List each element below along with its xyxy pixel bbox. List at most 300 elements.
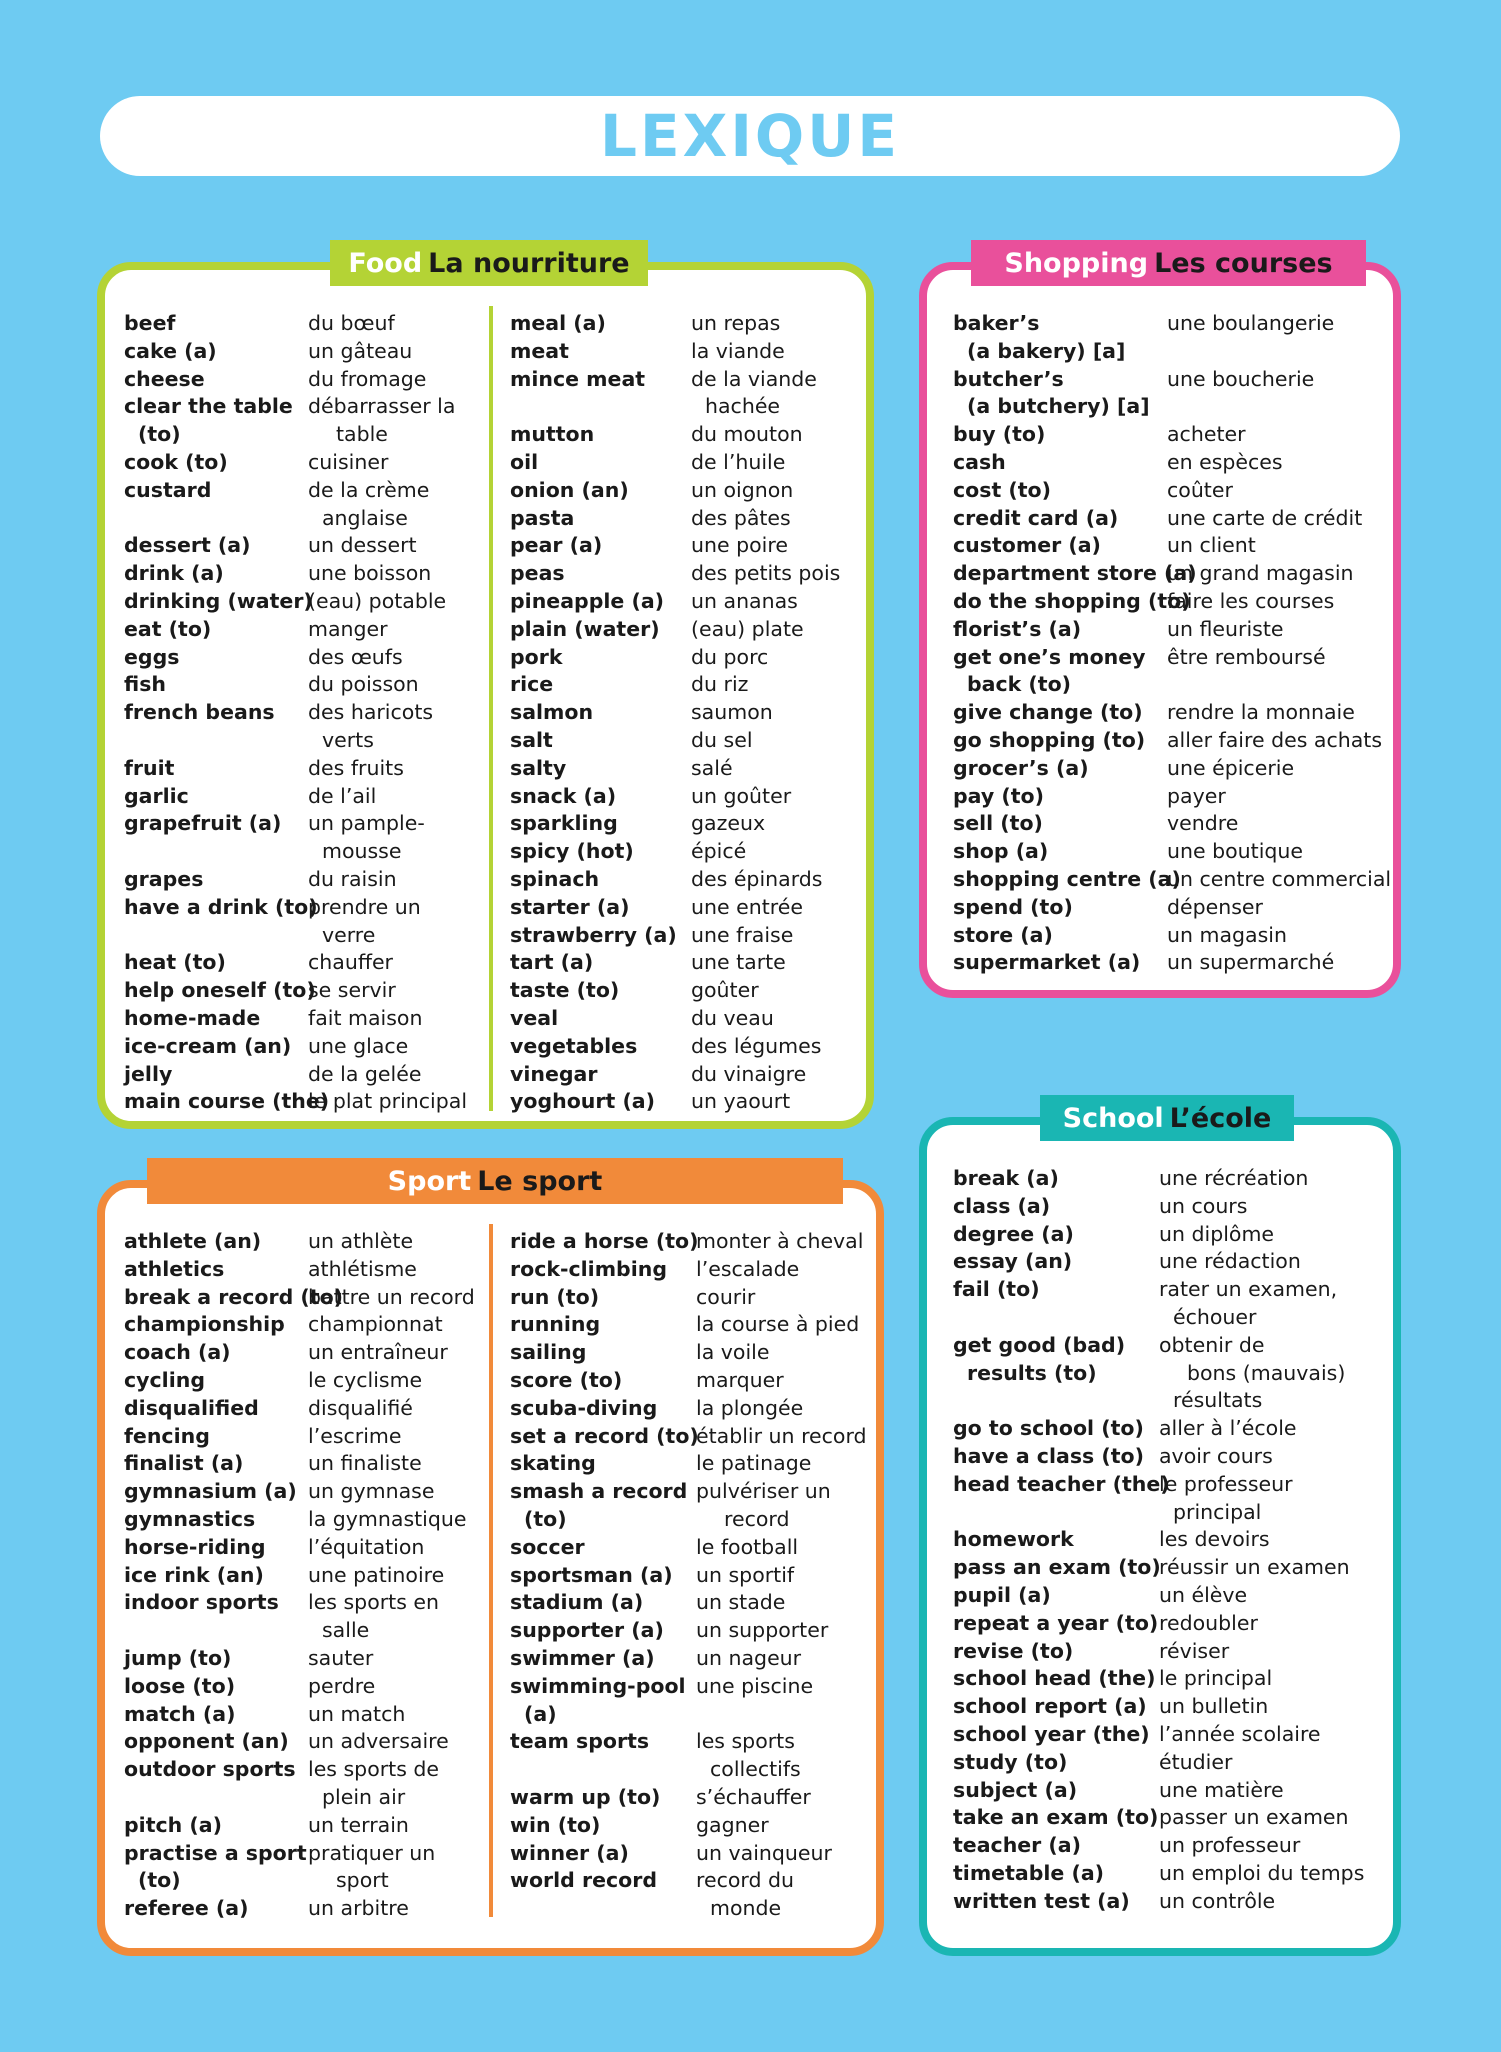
vocab-row <box>510 1395 867 1423</box>
french-term: de l’ail <box>308 783 377 808</box>
french-term: un match <box>308 1701 406 1726</box>
vocab-row <box>953 1415 1364 1443</box>
english-term: essay (an) <box>953 1249 1073 1274</box>
french-term: le principal <box>1159 1666 1273 1691</box>
english-term: tart (a) <box>510 950 594 975</box>
french-term: réussir un examen <box>1159 1555 1350 1580</box>
vocab-row <box>124 477 467 505</box>
french-term: des fruits <box>308 755 404 780</box>
english-term: repeat a year (to) <box>953 1610 1159 1635</box>
english-term: sailing <box>510 1340 587 1365</box>
french-term: échouer <box>1173 1304 1257 1329</box>
french-term: une piscine <box>696 1673 814 1698</box>
french-term: un élève <box>1159 1582 1248 1607</box>
english-term: spinach <box>510 866 600 891</box>
english-term: meal (a) <box>510 311 606 335</box>
french-term: s’échauffer <box>696 1784 811 1809</box>
vocab-row <box>953 866 1391 894</box>
english-term: scuba-diving <box>510 1395 658 1420</box>
english-term: spicy (hot) <box>510 839 634 864</box>
french-term: redoubler <box>1159 1610 1258 1635</box>
french-term: du raisin <box>308 866 397 891</box>
english-term: class (a) <box>953 1193 1051 1218</box>
vocab-row <box>510 1534 867 1562</box>
french-term: un finaliste <box>308 1451 422 1476</box>
english-term: taste (to) <box>510 978 620 1003</box>
french-term: le patinage <box>696 1451 812 1476</box>
english-term <box>124 838 308 866</box>
vocab-row <box>124 810 467 838</box>
english-term: (a) <box>524 1701 557 1726</box>
english-term: fruit <box>124 755 175 780</box>
shopping-header-fr: Les courses <box>1154 247 1333 279</box>
french-term: le plat principal <box>308 1089 468 1114</box>
english-term: heat (to) <box>124 950 226 975</box>
english-term: yoghourt (a) <box>510 1089 656 1114</box>
english-term: outdoor sports <box>124 1757 296 1782</box>
food-header <box>330 240 648 286</box>
french-term: une matière <box>1159 1777 1284 1802</box>
french-term: verre <box>322 922 376 947</box>
french-term: un cours <box>1159 1193 1248 1218</box>
english-term: clear the table <box>124 394 293 419</box>
vocab-row <box>510 1311 867 1339</box>
english-term: ice-cream (an) <box>124 1033 292 1058</box>
english-term: do the shopping (to) <box>953 588 1191 613</box>
english-term: smash a record <box>510 1479 688 1504</box>
french-term: vendre <box>1167 811 1239 836</box>
french-term: salle <box>322 1618 370 1643</box>
vocab-row <box>124 1088 467 1116</box>
vocab-row <box>124 1534 475 1562</box>
shopping-header <box>971 240 1366 286</box>
vocab-row <box>953 532 1391 560</box>
english-term: peas <box>510 561 565 586</box>
english-term: cake (a) <box>124 338 217 363</box>
vocab-row <box>510 310 840 338</box>
shopping-panel <box>919 247 1401 998</box>
english-term: pasta <box>510 505 575 530</box>
vocab-row <box>124 1728 475 1756</box>
vocab-row <box>124 338 467 366</box>
english-term: beef <box>124 311 176 335</box>
vocab-row <box>124 644 467 672</box>
english-term: team sports <box>510 1729 650 1754</box>
english-term: back (to) <box>967 672 1072 697</box>
french-term: de l’huile <box>691 449 786 474</box>
vocab-row <box>953 1471 1364 1499</box>
vocab-row <box>953 1332 1364 1360</box>
english-term: grocer’s (a) <box>953 755 1089 780</box>
food-panel <box>97 247 874 1129</box>
french-term: un supermarché <box>1167 950 1335 975</box>
vocab-row <box>124 838 467 866</box>
french-term: l’escrime <box>308 1423 402 1448</box>
english-term: fish <box>124 672 166 697</box>
english-term <box>510 393 691 421</box>
french-term: des légumes <box>691 1033 822 1058</box>
vocab-row <box>510 1728 867 1756</box>
sport-divider <box>489 1224 493 1917</box>
french-term: athlétisme <box>308 1256 417 1281</box>
french-term: épicé <box>691 839 747 864</box>
vocab-row <box>510 477 840 505</box>
vocab-row <box>510 1756 867 1784</box>
vocab-row <box>124 699 467 727</box>
english-term: snack (a) <box>510 783 617 808</box>
vocab-row <box>124 560 467 588</box>
vocab-row <box>124 1450 475 1478</box>
vocab-row <box>510 1840 867 1868</box>
french-term: un contrôle <box>1159 1888 1276 1913</box>
english-term: (a butchery) [a] <box>967 394 1150 419</box>
vocab-row <box>510 894 840 922</box>
vocab-row <box>124 1617 475 1645</box>
english-term: get one’s money <box>953 644 1146 669</box>
vocab-row <box>124 449 467 477</box>
english-term: oil <box>510 449 539 474</box>
french-term: marquer <box>696 1367 784 1392</box>
french-term: du porc <box>691 644 769 669</box>
french-term: faire les courses <box>1167 588 1335 613</box>
french-term: un gâteau <box>308 338 413 363</box>
english-term: vegetables <box>510 1033 638 1058</box>
english-term: horse-riding <box>124 1534 266 1559</box>
french-term: de la crème <box>308 477 430 502</box>
english-term: home-made <box>124 1005 261 1030</box>
english-term: coach (a) <box>124 1340 231 1365</box>
french-term: une carte de crédit <box>1167 505 1363 530</box>
french-term: un repas <box>691 311 781 335</box>
french-term: un emploi du temps <box>1159 1860 1365 1885</box>
french-term: gagner <box>696 1812 769 1837</box>
vocab-row <box>124 1673 475 1701</box>
food-right-column <box>510 310 840 1116</box>
english-term: pineapple (a) <box>510 588 665 613</box>
english-term: dessert (a) <box>124 533 251 558</box>
vocab-row <box>953 727 1391 755</box>
vocab-row <box>124 1562 475 1590</box>
vocab-row <box>510 616 840 644</box>
vocab-row <box>953 1693 1364 1721</box>
english-term: strawberry (a) <box>510 922 677 947</box>
english-term: pear (a) <box>510 533 603 558</box>
french-term: réviser <box>1159 1638 1230 1663</box>
english-term: (a bakery) [a] <box>967 338 1126 363</box>
french-term: une entrée <box>691 894 803 919</box>
french-term: des haricots <box>308 700 434 725</box>
vocab-row <box>510 727 840 755</box>
english-term: butcher’s <box>953 366 1064 391</box>
vocab-row <box>953 838 1391 866</box>
english-term: swimming-pool <box>510 1673 686 1698</box>
english-term: gymnasium (a) <box>124 1479 297 1504</box>
english-term: sell (to) <box>953 811 1043 836</box>
page-title: LEXIQUE <box>600 102 900 170</box>
vocab-row <box>124 421 467 449</box>
english-term: break a record (to) <box>124 1284 344 1309</box>
english-term: subject (a) <box>953 1777 1078 1802</box>
english-term: championship <box>124 1312 285 1337</box>
french-term: étudier <box>1159 1749 1233 1774</box>
english-term <box>124 1784 308 1812</box>
food-header-en: Food <box>348 247 423 279</box>
french-term: un terrain <box>308 1812 409 1837</box>
vocab-row <box>510 1033 840 1061</box>
vocab-row <box>124 1284 475 1312</box>
vocab-row <box>953 1248 1364 1276</box>
english-term: help oneself (to) <box>124 978 316 1003</box>
french-term: le professeur <box>1159 1471 1293 1496</box>
vocab-row <box>953 949 1391 977</box>
english-term: custard <box>124 477 212 502</box>
english-term: cycling <box>124 1367 205 1392</box>
vocab-row <box>510 1812 867 1840</box>
vocab-row <box>953 1193 1364 1221</box>
english-term: teacher (a) <box>953 1833 1082 1858</box>
english-term: have a drink (to) <box>124 894 318 919</box>
french-term: un centre commercial <box>1167 866 1392 891</box>
vocab-row <box>953 560 1391 588</box>
sport-header-fr: Le sport <box>477 1165 603 1197</box>
french-term: un entraîneur <box>308 1340 448 1365</box>
vocab-row <box>510 810 840 838</box>
vocab-row <box>953 922 1391 950</box>
food-left-column <box>124 310 467 1116</box>
english-term: athlete (an) <box>124 1229 262 1253</box>
french-term: manger <box>308 616 388 641</box>
english-term: jelly <box>124 1061 173 1086</box>
french-term: un fleuriste <box>1167 616 1284 641</box>
english-term: fail (to) <box>953 1277 1040 1302</box>
french-term: un vainqueur <box>696 1840 832 1865</box>
english-term: drink (a) <box>124 561 224 586</box>
english-term: results (to) <box>967 1360 1097 1385</box>
vocab-row <box>510 1895 867 1923</box>
english-term: garlic <box>124 783 189 808</box>
vocab-row <box>510 949 840 977</box>
french-term: du sel <box>691 727 753 752</box>
french-term: championnat <box>308 1312 443 1337</box>
english-term: set a record (to) <box>510 1423 699 1448</box>
french-term: record <box>724 1506 790 1531</box>
french-term: un client <box>1167 533 1256 558</box>
english-term: degree (a) <box>953 1221 1074 1246</box>
french-term: résultats <box>1173 1388 1263 1413</box>
vocab-row <box>953 588 1391 616</box>
french-term: une boucherie <box>1167 366 1315 391</box>
vocab-row <box>953 1443 1364 1471</box>
french-term: une boutique <box>1167 839 1304 864</box>
french-term: un supporter <box>696 1618 829 1643</box>
english-term: drinking (water) <box>124 588 313 613</box>
shopping-column <box>953 310 1391 977</box>
vocab-row <box>510 1423 867 1451</box>
french-term: une tarte <box>691 950 786 975</box>
english-term: credit card (a) <box>953 505 1119 530</box>
english-term <box>953 1499 1159 1527</box>
english-term: baker’s <box>953 311 1040 335</box>
french-term: un bulletin <box>1159 1694 1269 1719</box>
french-term: bons (mauvais) <box>1187 1360 1346 1385</box>
vocab-row <box>953 1610 1364 1638</box>
french-term: table <box>336 422 388 447</box>
english-term: eggs <box>124 644 180 669</box>
vocab-row <box>953 1221 1364 1249</box>
english-term: onion (an) <box>510 477 629 502</box>
english-term: pass an exam (to) <box>953 1555 1161 1580</box>
vocab-row <box>124 1756 475 1784</box>
french-term: un yaourt <box>691 1089 791 1114</box>
english-term: school report (a) <box>953 1694 1147 1719</box>
vocab-row <box>124 783 467 811</box>
vocab-row <box>953 1165 1364 1193</box>
english-term: pupil (a) <box>953 1582 1051 1607</box>
french-term: les sports <box>696 1729 795 1754</box>
vocab-row <box>953 1721 1364 1749</box>
french-term: un goûter <box>691 783 792 808</box>
english-term: finalist (a) <box>124 1451 244 1476</box>
vocab-row <box>953 1638 1364 1666</box>
english-term: score (to) <box>510 1367 623 1392</box>
vocab-row <box>510 532 840 560</box>
food-header-fr: La nourriture <box>428 247 630 279</box>
french-term: une boisson <box>308 561 432 586</box>
vocab-row <box>510 1339 867 1367</box>
vocab-row <box>510 977 840 1005</box>
english-term: french beans <box>124 700 275 725</box>
french-term: une récréation <box>1159 1166 1309 1190</box>
vocab-row <box>953 366 1391 394</box>
english-term: athletics <box>124 1256 225 1281</box>
vocab-row <box>510 1256 867 1284</box>
french-term: un ananas <box>691 588 798 613</box>
english-term: school year (the) <box>953 1721 1150 1746</box>
english-term: indoor sports <box>124 1590 279 1615</box>
french-term: rendre la monnaie <box>1167 700 1355 725</box>
french-term: avoir cours <box>1159 1443 1273 1468</box>
english-term: shop (a) <box>953 839 1049 864</box>
english-term: (to) <box>524 1506 567 1531</box>
english-term: eat (to) <box>124 616 212 641</box>
english-term: disqualified <box>124 1395 259 1420</box>
french-term: un sportif <box>696 1562 795 1587</box>
english-term: supermarket (a) <box>953 950 1141 975</box>
vocab-row <box>124 894 467 922</box>
vocab-row <box>124 1061 467 1089</box>
school-header-en: School <box>1062 1102 1164 1134</box>
english-term: skating <box>510 1451 596 1476</box>
english-term: salty <box>510 755 567 780</box>
french-term: la voile <box>696 1340 770 1365</box>
title-bar <box>100 96 1400 176</box>
english-term: have a class (to) <box>953 1443 1144 1468</box>
french-term: du vinaigre <box>691 1061 807 1086</box>
french-term: des épinards <box>691 866 823 891</box>
vocab-row <box>953 1777 1364 1805</box>
english-term: study (to) <box>953 1749 1068 1774</box>
english-term <box>953 1387 1159 1415</box>
french-term: des pâtes <box>691 505 791 530</box>
english-term: jump (to) <box>124 1645 232 1670</box>
english-term: written test (a) <box>953 1888 1130 1913</box>
vocab-row <box>510 922 840 950</box>
french-term: un magasin <box>1167 922 1287 947</box>
french-term: la gymnastique <box>308 1506 467 1531</box>
french-term: établir un record <box>696 1423 867 1448</box>
english-term: store (a) <box>953 922 1053 947</box>
english-term: break (a) <box>953 1166 1059 1190</box>
french-term: l’escalade <box>696 1256 800 1281</box>
english-term: rock-climbing <box>510 1256 668 1281</box>
french-term: un adversaire <box>308 1729 449 1754</box>
english-term <box>510 1756 696 1784</box>
french-term: fait maison <box>308 1005 423 1030</box>
vocab-row <box>953 1804 1364 1832</box>
english-term: world record <box>510 1868 658 1893</box>
vocab-row <box>510 1867 867 1895</box>
english-term: (to) <box>138 422 181 447</box>
english-term: pay (to) <box>953 783 1044 808</box>
french-term: une glace <box>308 1033 409 1058</box>
vocab-row <box>510 1645 867 1673</box>
english-term: soccer <box>510 1534 585 1559</box>
french-term: passer un examen <box>1159 1805 1349 1830</box>
french-term: débarrasser la <box>308 394 456 419</box>
english-term: loose (to) <box>124 1673 236 1698</box>
english-term: sparkling <box>510 811 618 836</box>
french-term: principal <box>1173 1499 1262 1524</box>
english-term: match (a) <box>124 1701 236 1726</box>
english-term: revise (to) <box>953 1638 1074 1663</box>
vocab-row <box>124 727 467 755</box>
english-term: go to school (to) <box>953 1416 1144 1441</box>
french-term: courir <box>696 1284 756 1309</box>
english-term: rice <box>510 672 554 697</box>
english-term: running <box>510 1312 601 1337</box>
vocab-row <box>953 1665 1364 1693</box>
english-term: run (to) <box>510 1284 600 1309</box>
school-header-fr: L’école <box>1169 1102 1272 1134</box>
english-term: win (to) <box>510 1812 601 1837</box>
vocab-row <box>510 1450 867 1478</box>
vocab-row <box>124 866 467 894</box>
vocab-row <box>124 1784 475 1812</box>
vocab-row <box>124 505 467 533</box>
vocab-row <box>124 949 467 977</box>
vocab-row <box>510 644 840 672</box>
french-term: en espèces <box>1167 449 1283 474</box>
french-term: du veau <box>691 1005 774 1030</box>
french-term: payer <box>1167 783 1226 808</box>
vocab-row <box>953 1276 1364 1304</box>
vocab-row <box>510 671 840 699</box>
french-term: une rédaction <box>1159 1249 1301 1274</box>
vocab-row <box>953 1554 1364 1582</box>
english-term: grapefruit (a) <box>124 811 282 836</box>
english-term: mutton <box>510 422 595 447</box>
english-term: go shopping (to) <box>953 727 1146 752</box>
english-term: pitch (a) <box>124 1812 222 1837</box>
french-term: un nageur <box>696 1645 802 1670</box>
english-term: timetable (a) <box>953 1860 1105 1885</box>
french-term: collectifs <box>710 1757 801 1782</box>
english-term: practise a sport <box>124 1840 307 1865</box>
vocab-row <box>953 421 1391 449</box>
vocab-row <box>510 1506 867 1534</box>
english-term: get good (bad) <box>953 1332 1126 1357</box>
vocab-row <box>953 783 1391 811</box>
